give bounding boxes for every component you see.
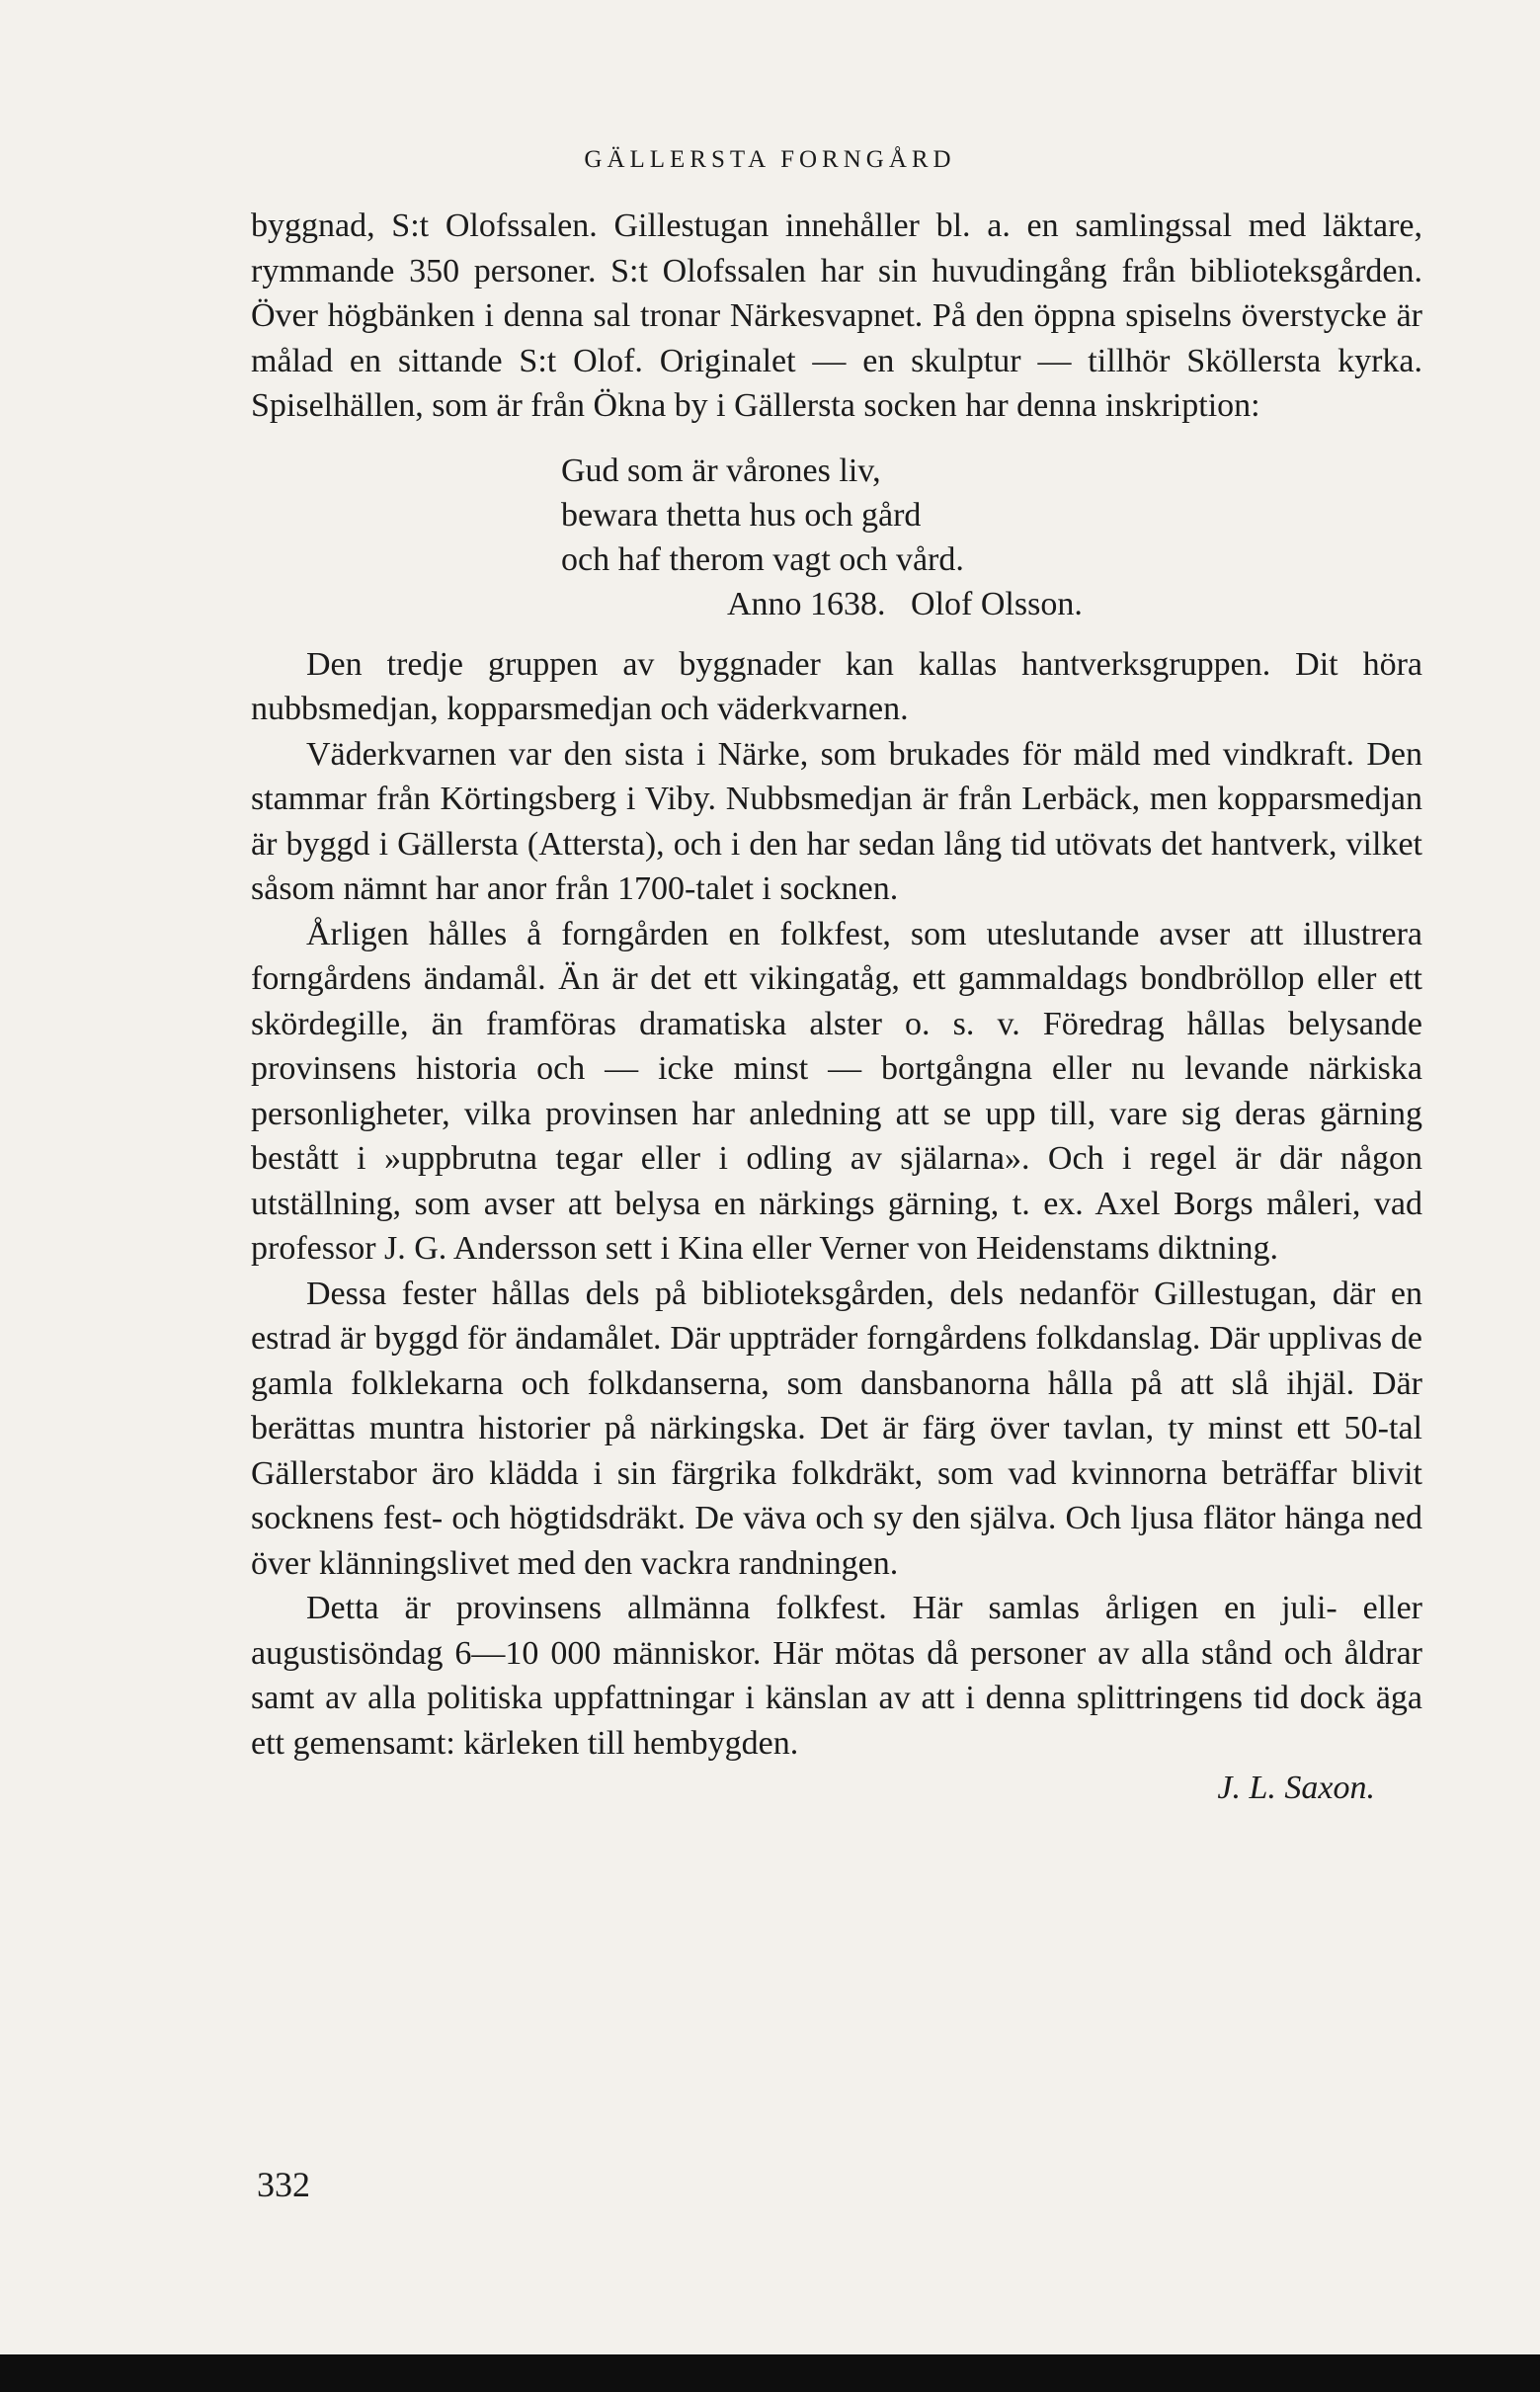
paragraph-5: Dessa fester hållas dels på biblioteksgården, dels nedanför Gillestugan, där en estrad är byggd för ändamålet. Där uppträder forngårdens folkdanslag. Där upplivas de gamla folklekarna och folkdanserna, som dansbanorna hålla på att slå ihjäl. Där berättas muntra historier på närkingska. Det är färg över tavlan, ty minst ett 50-tal Gällerstabor äro klädda i sin färgrika folkdräkt, som vad kvinnorna beträffar blivit socknens fest- och högtidsdräkt. De väva och sy den själva. Och ljusa flätor hänga ned över klänningslivet med den vackra randningen. bbox=[251, 1275, 1422, 1582]
paragraph-6: Detta är provinsens allmänna folkfest. Här samlas årligen en juli- eller augustisöndag 6—10 000 människor. Här mötas då personer av alla stånd och åldrar samt av alla politiska uppfattningar i känslan av att i denna splittringens tid dock äga ett gemensamt: kärleken till hembygden. bbox=[251, 1590, 1422, 1762]
inscription bbox=[251, 449, 1422, 626]
inscription-line-4: Anno 1638. Olof Olsson. bbox=[727, 585, 1083, 622]
scan-edge bbox=[0, 2354, 1540, 2392]
inscription-line-1: Gud som är vårones liv, bbox=[561, 452, 881, 489]
paragraph-1: byggnad, S:t Olofssalen. Gillestugan innehåller bl. a. en samlingssal med läktare, rymmande 350 personer. S:t Olofssalen har sin huvudingång från biblioteksgården. Över högbänken i denna sal tronar Närkesvapnet. På den öppna spiselns överstycke är målad en sittande S:t Olof. Originalet — en skulptur — tillhör Sköllersta kyrka. Spiselhällen, som är från Ökna by i Gällersta socken har denna inskription: bbox=[251, 207, 1422, 424]
inscription-line-2: bewara thetta hus och gård bbox=[561, 496, 922, 534]
paragraph-4: Årligen hålles å forngården en folkfest, som uteslutande avser att illustrera forngårdens ändamål. Än är det ett vikingatåg, ett gammaldags bondbröllop eller ett skördegille, än framföras dramatiska alster o. s. v. Föredrag hållas belysande provinsens historia och — icke minst — bortgångna eller nu levande närkiska personligheter, vilka provinsen har anledning att se upp till, vare sig deras gärning bestått i »uppbrutna tegar eller i odling av själarna». Och i regel är där någon utställning, som avser att belysa en närkings gärning, t. ex. Axel Borgs måleri, vad professor J. G. Andersson sett i Kina eller Verner von Heidenstams diktning. bbox=[251, 915, 1422, 1267]
running-header: GÄLLERSTA FORNGÅRD bbox=[584, 146, 956, 173]
author-signature: J. L. Saxon. bbox=[1217, 1770, 1375, 1806]
body-text bbox=[251, 204, 1422, 1811]
paragraph-3: Väderkvarnen var den sista i Närke, som brukades för mäld med vindkraft. Den stammar från Körtingsberg i Viby. Nubbsmedjan är från Lerbäck, men kopparsmedjan är byggd i Gällersta (Attersta), och i den har sedan lång tid utövats det hantverk, vilket såsom nämnt har anor från 1700-talet i socknen. bbox=[251, 735, 1422, 907]
page-number: 332 bbox=[257, 2165, 310, 2204]
inscription-line-3: och haf therom vagt och vård. bbox=[561, 540, 964, 578]
paragraph-2: Den tredje gruppen av byggnader kan kallas hantverksgruppen. Dit höra nubbsmedjan, kopparsmedjan och väderkvarnen. bbox=[251, 645, 1422, 727]
